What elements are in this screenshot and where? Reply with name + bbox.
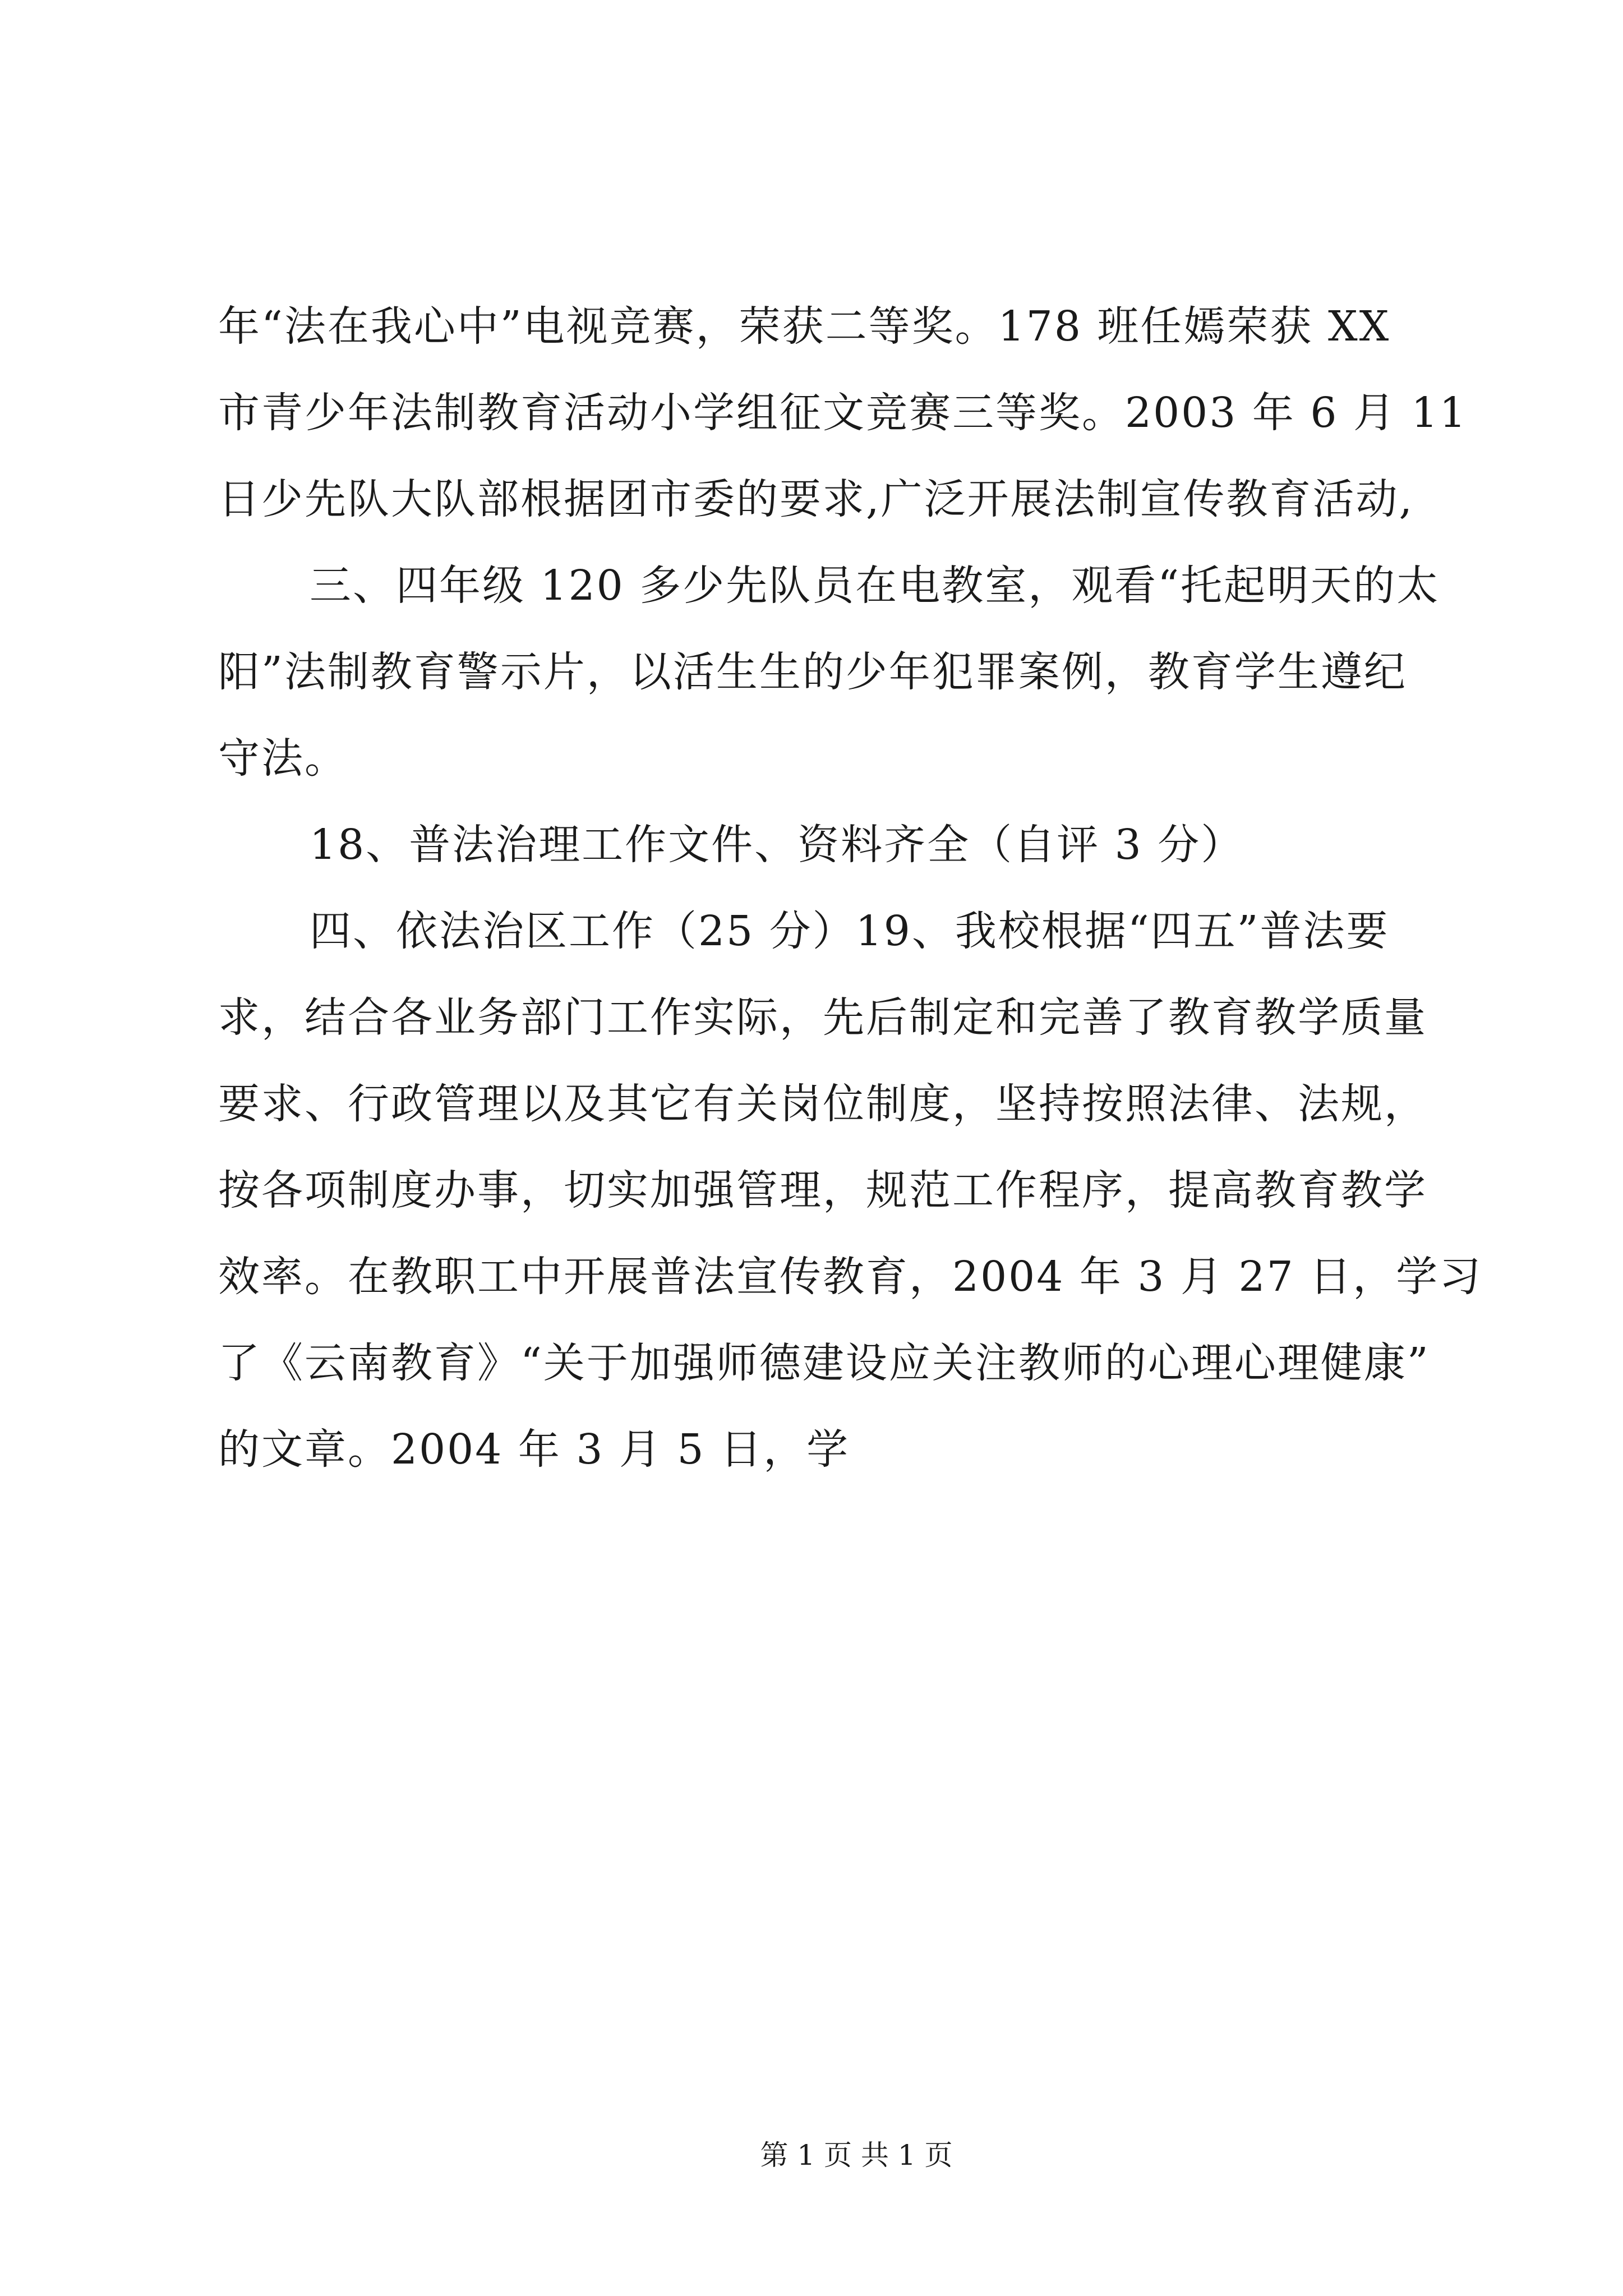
body-text-line: 四、依法治区工作（25 分）19、我校根据“四五”普法要 bbox=[310, 907, 1390, 955]
paragraph bbox=[218, 888, 1564, 1493]
body-text-line: 阳”法制教育警示片，以活生生的少年犯罪案例，教育学生遵纪 bbox=[218, 648, 1407, 696]
body-text-line: 18、普法治理工作文件、资料齐全（自评 3 分） bbox=[310, 821, 1244, 869]
paragraph bbox=[218, 802, 1564, 888]
body-text-line: 效率。在教职工中开展普法宣传教育，2004 年 3 月 27 日，学习 bbox=[218, 1253, 1483, 1301]
body-text-line: 的文章。2004 年 3 月 5 日，学 bbox=[218, 1425, 850, 1474]
body-text-line: 了《云南教育》“关于加强师德建设应关注教师的心理心理健康” bbox=[218, 1339, 1430, 1387]
document-body bbox=[218, 283, 1564, 1493]
body-text-line: 市青少年法制教育活动小学组征文竞赛三等奖。2003 年 6 月 11 bbox=[218, 389, 1468, 437]
page-footer bbox=[0, 2138, 1623, 2172]
body-text-line: 要求、行政管理以及其它有关岗位制度，坚持按照法律、法规， bbox=[218, 1080, 1427, 1128]
body-text-line: 按各项制度办事，切实加强管理，规范工作程序，提高教育教学 bbox=[218, 1166, 1427, 1214]
body-text-line: 年“法在我心中”电视竞赛，荣获二等奖。178 班任嫣荣获 XX bbox=[218, 302, 1391, 351]
body-text-line: 三、四年级 120 多少先队员在电教室，观看“托起明天的太 bbox=[310, 562, 1440, 610]
body-text-line: 求，结合各业务部门工作实际，先后制定和完善了教育教学质量 bbox=[218, 993, 1427, 1042]
body-text-line: 守法。 bbox=[218, 734, 348, 783]
page-number-label: 第 1 页 共 1 页 bbox=[760, 2139, 953, 2171]
body-text-line: 日少先队大队部根据团市委的要求,广泛开展法制宣传教育活动, bbox=[218, 475, 1414, 523]
paragraph bbox=[218, 283, 1564, 542]
paragraph bbox=[218, 542, 1564, 802]
